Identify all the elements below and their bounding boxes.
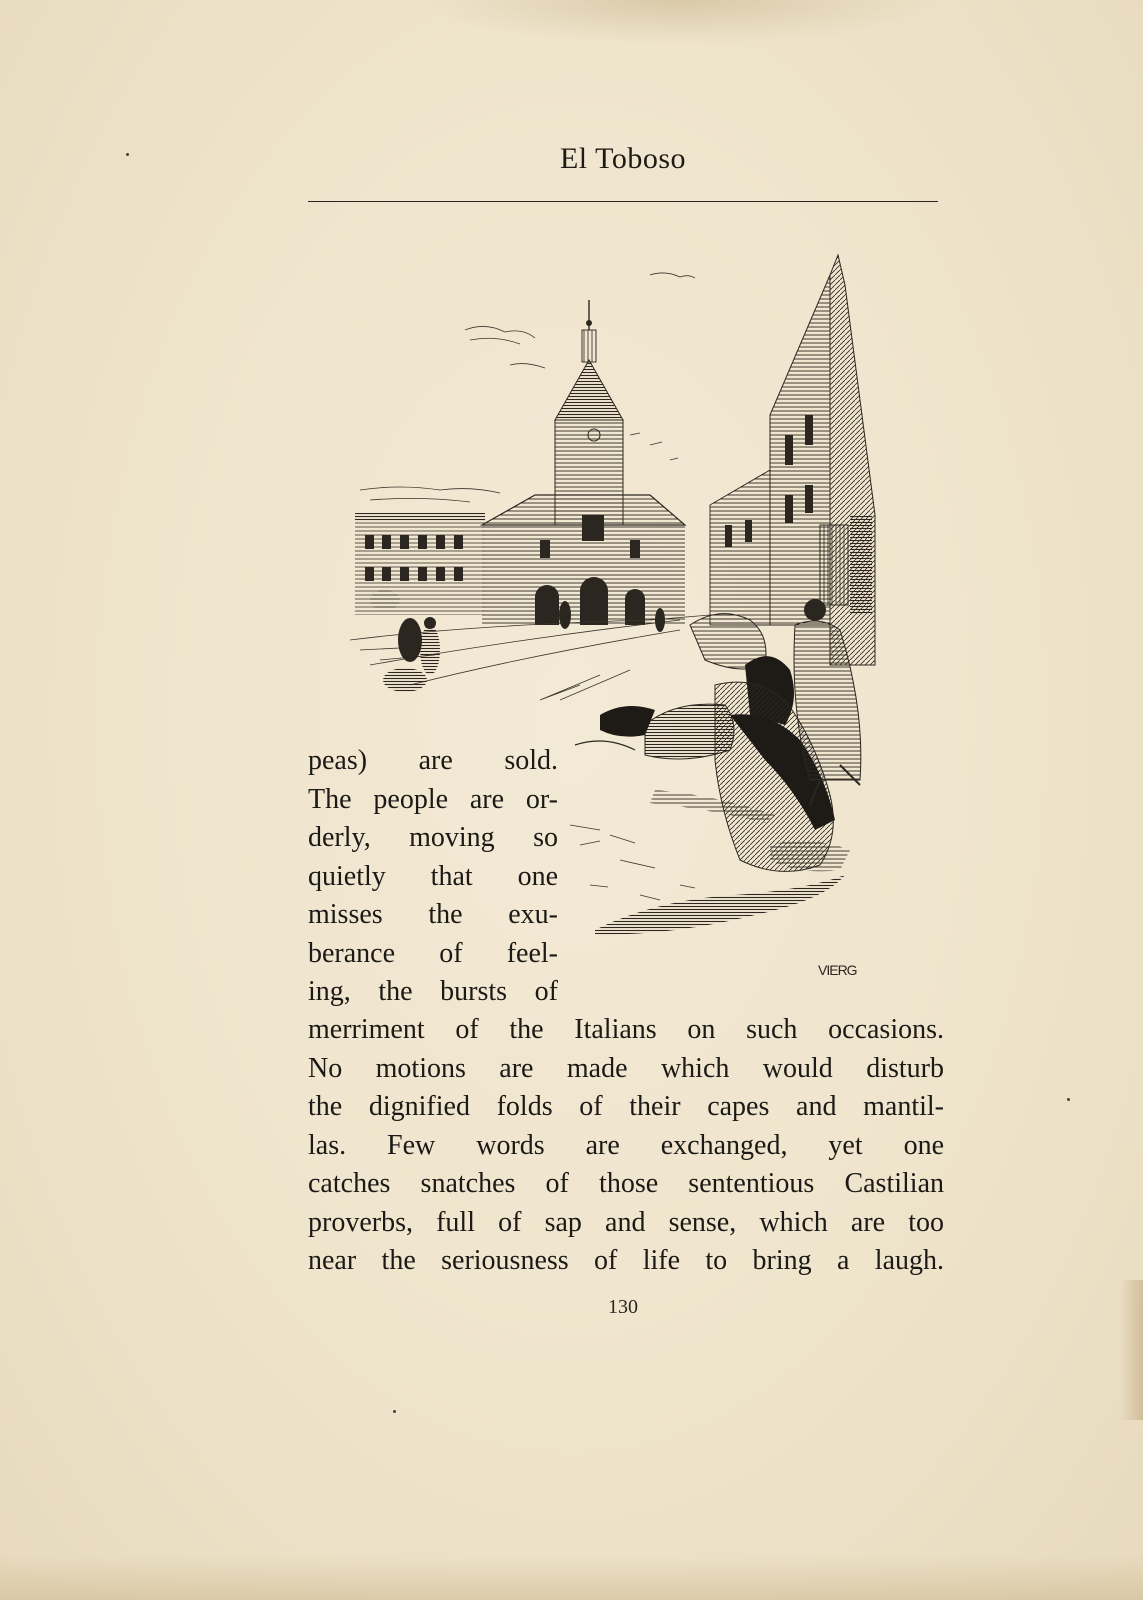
paper-stain-right: [1120, 1280, 1143, 1420]
text-line: The people are or-: [308, 783, 558, 815]
page-number: 130: [608, 1296, 638, 1318]
text-line: merriment of the Italians on such occasions.: [308, 1014, 944, 1045]
ground-marks: [570, 825, 695, 900]
running-head: El Toboso: [559, 142, 687, 175]
paper-speck: [393, 1410, 396, 1413]
text-line: peas) are sold.: [308, 745, 558, 776]
artist-signature: VIERG: [818, 962, 857, 978]
text-line: near the seriousness of life to bring a laugh.: [308, 1245, 944, 1276]
text-line: the dignified folds of their capes and mantil-: [308, 1091, 944, 1122]
text-line: No motions are made which would disturb: [308, 1052, 944, 1084]
text-line: berance of feel-: [308, 937, 558, 969]
text-line: las. Few words are exchanged, yet one: [308, 1129, 944, 1161]
header-rule: [308, 201, 938, 202]
church: [482, 300, 685, 625]
paper-speck: [1067, 1098, 1070, 1101]
text-line: ing, the bursts of: [308, 976, 558, 1007]
text-line: proverbs, full of sap and sense, which are too: [308, 1206, 944, 1238]
text-line: derly, moving so: [308, 822, 558, 853]
paper-stain-top: [420, 0, 940, 45]
text-line: catches snatches of those sententious Castilian: [308, 1168, 944, 1199]
paper-stain-bottom: [0, 1555, 1143, 1600]
paper-speck: [126, 153, 129, 156]
right-buildings: [710, 255, 875, 665]
narrow-text-block: [308, 742, 558, 1012]
sky-clouds: [360, 273, 695, 502]
text-line: quietly that one: [308, 860, 558, 892]
text-line: misses the exu-: [308, 899, 558, 930]
full-text-block: [308, 1011, 944, 1281]
